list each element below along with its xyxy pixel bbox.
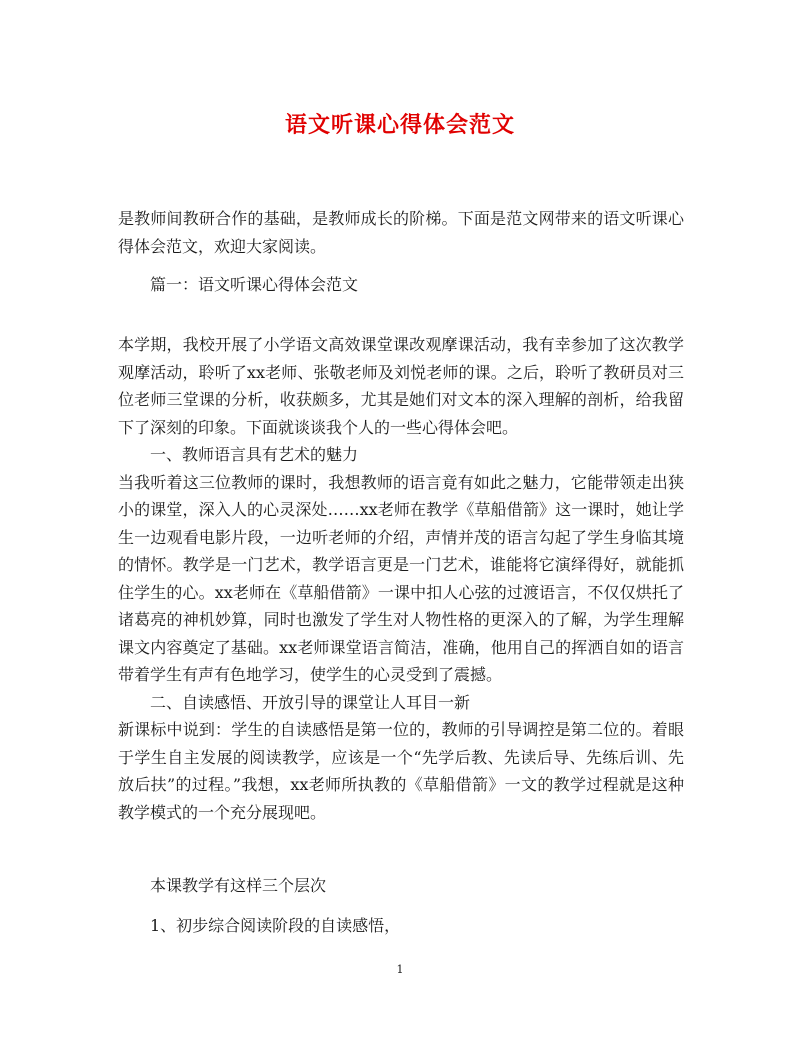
body-paragraph-2: 当我听着这三位教师的课时，我想教师的语言竟有如此之魅力，它能带领走出狭小的课堂，深入人的心灵深处……xx老师在教学《草船借箭》这一课时，她让学生一边观看电影片段，一边听老师的介绍，声情并茂的语言勾起了学生身临其境的情怀。教学是一门艺术，教学语言更是一门艺术，谁能将它演绎得好，就能抓住学生的心。xx老师在《草船借箭》一课中扣人心弦的过渡语言，不仅仅烘托了诸葛亮的神机妙算，同时也激发了学生对人物性格的更深入的了解，为学生理解课文内容奠定了基础。xx老师课堂语言简洁，准确，他用自己的挥洒自如的语言带着学生有声有色地学习，使学生的心灵受到了震撼。	[118, 472, 684, 684]
body-heading-2: 二、自读感悟、开放引导的课堂让人耳目一新	[150, 692, 471, 712]
document-title: 语文听课心得体会范文	[284, 112, 515, 138]
intro-text: 是教师间教研合作的基础，是教师成长的阶梯。下面是范文网带来的语文听课心得体会范文，欢迎大家阅读。	[118, 209, 684, 256]
body-heading-4: 1、初步综合阅读阶段的自读感悟，	[150, 916, 401, 935]
body-paragraph-1: 本学期，我校开展了小学语文高效课堂课改观摩课活动，我有幸参加了这次教学观摩活动，聆听了xx老师、张敬老师及刘悦老师的课。之后，聆听了教研员对三位老师三堂课的分析，收获颇多，尤其是她们对文本的深入理解的剖析，给我留下了深刻的印象。下面就谈谈我个人的一些心得体会吧。	[118, 335, 684, 437]
section-title: 篇一：语文听课心得体会范文	[150, 275, 359, 294]
intro-paragraph	[118, 205, 684, 260]
page-number: 1	[396, 963, 404, 976]
heading-block-4	[118, 912, 684, 940]
heading-block-3	[118, 872, 684, 900]
body-heading-3: 本课教学有这样三个层次	[150, 876, 327, 895]
main-body	[118, 331, 684, 826]
body-paragraph-3: 新课标中说到：学生的自读感悟是第一位的，教师的引导调控是第二位的。着眼于学生自主发展的阅读教学，应该是一个“先学后教、先读后导、先练后训、先放后扶”的过程。”我想，xx老师所执教的《草船借箭》一文的教学过程就是这种教学模式的一个充分展现吧。	[118, 720, 684, 822]
section-heading	[118, 271, 684, 299]
body-heading-1: 一、教师语言具有艺术的魅力	[150, 445, 359, 464]
